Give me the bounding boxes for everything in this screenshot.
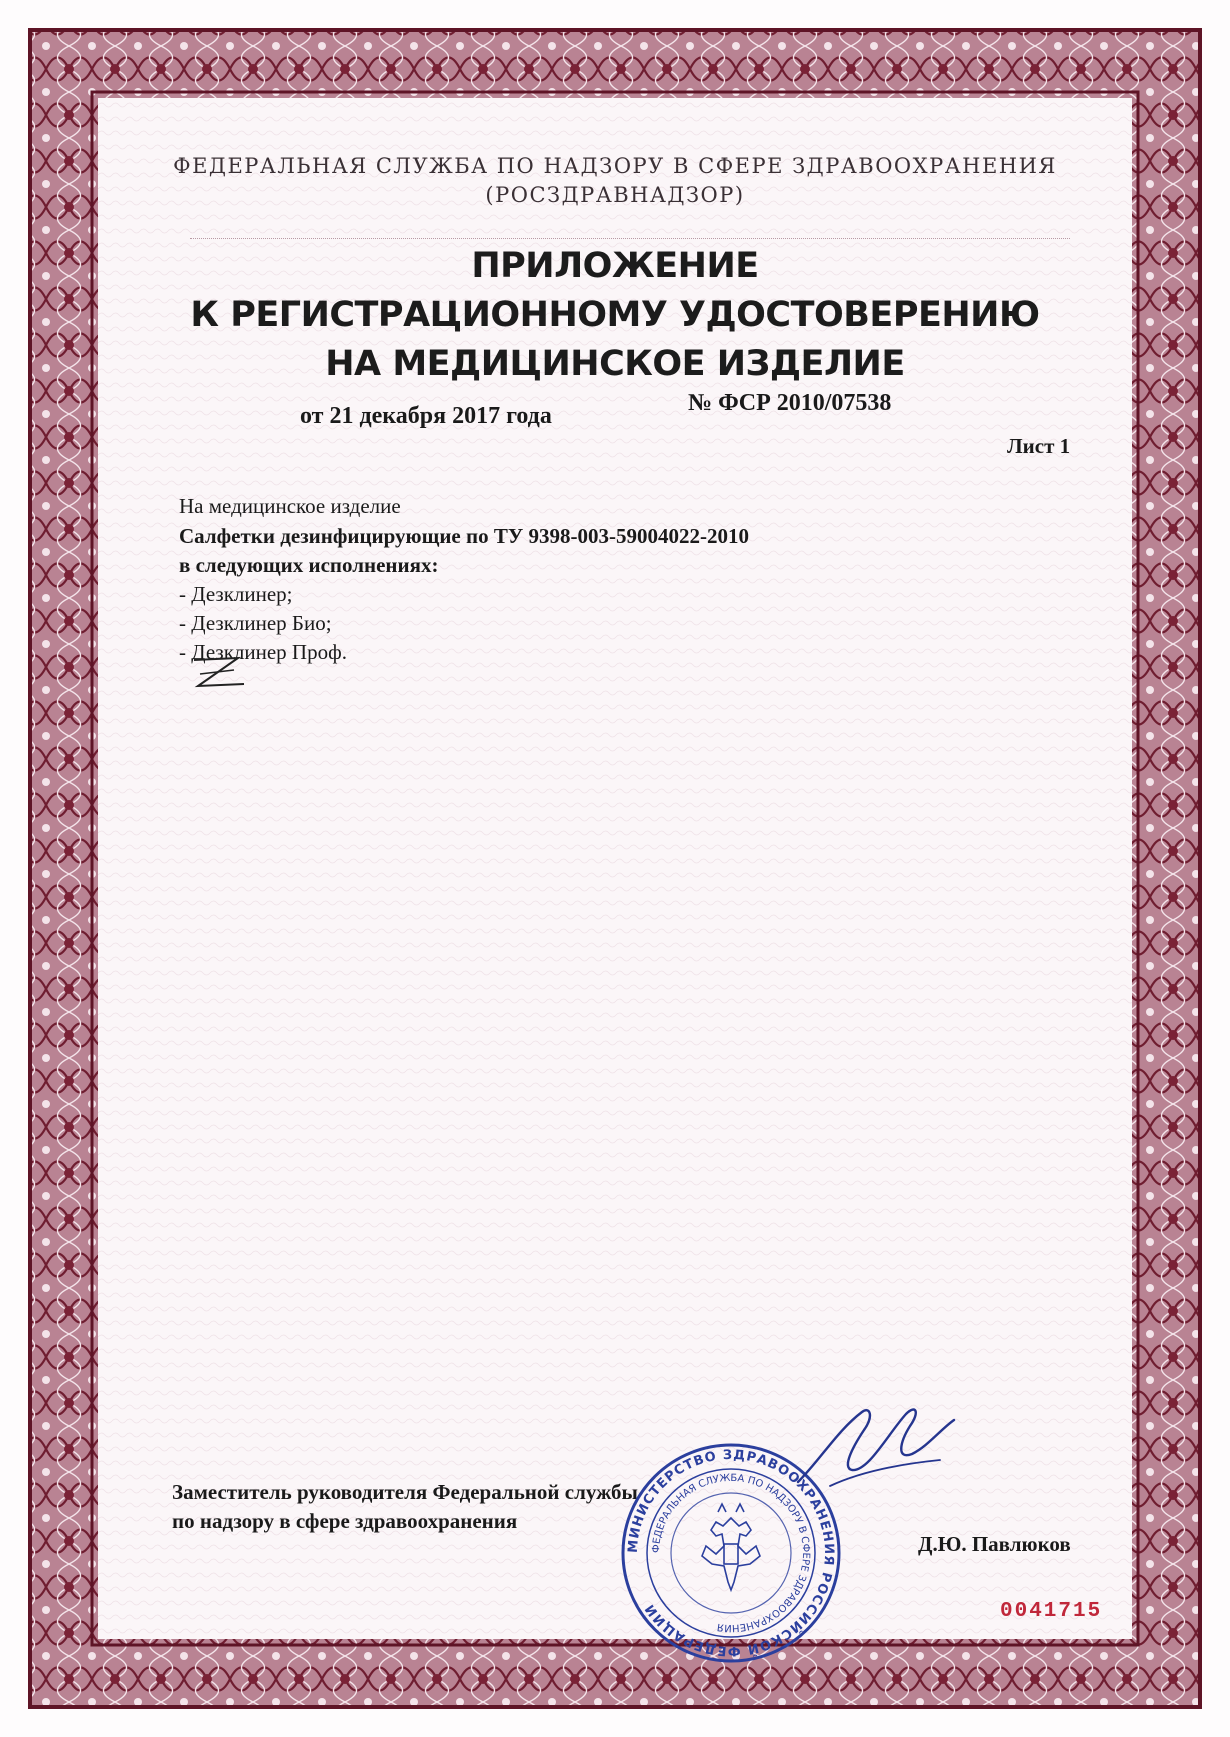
svg-text:ФЕДЕРАЛЬНАЯ СЛУЖБА ПО НАДЗОРУ: ФЕДЕРАЛЬНАЯ СЛУЖБА ПО НАДЗОРУ В СФЕРЕ ЗДРАВООХРАНЕНИЯ [650,1472,812,1634]
device-intro: На медицинское изделие [179,494,401,518]
sheet-number: Лист 1 [1007,434,1071,458]
closing-mark [190,654,250,694]
eagle-emblem-icon [702,1504,760,1590]
agency-name: ФЕДЕРАЛЬНАЯ СЛУЖБА ПО НАДЗОРУ В СФЕРЕ ЗДРАВООХРАНЕНИЯ [173,154,1057,178]
device-name: Салфетки дезинфицирующие по ТУ 9398-003-59004022-2010 [179,524,750,548]
document-title-line3: НА МЕДИЦИНСКОЕ ИЗДЕЛИЕ [325,344,905,384]
svg-text:МИНИСТЕРСТВО ЗДРАВООХРАНЕНИЯ Р: МИНИСТЕРСТВО ЗДРАВООХРАНЕНИЯ РОССИЙСКОЙ ФЕДЕРАЦИИ [625,1447,837,1659]
signatory-position: Заместитель руководителя Федеральной службы [172,1480,638,1504]
certificate-number: № ФСР 2010/07538 [688,390,892,416]
version-item: - Дезклинер Био; [179,611,332,635]
agency-abbreviation: (РОСЗДРАВНАДЗОР) [485,183,745,207]
handwritten-signature [790,1390,960,1500]
header-divider [190,238,1070,239]
signatory-name: Д.Ю. Павлюков [918,1532,1071,1556]
versions-label: в следующих исполнениях: [179,553,439,577]
signatory-position-line2: по надзору в сфере здравоохранения [172,1509,518,1533]
serial-number: 0041715 [1000,1600,1103,1623]
version-item: - Дезклинер; [179,582,293,606]
document-title: ПРИЛОЖЕНИЕ [471,246,759,286]
document-title-line2: К РЕГИСТРАЦИОННОМУ УДОСТОВЕРЕНИЮ [190,295,1040,335]
issue-date: от 21 декабря 2017 года [300,403,552,429]
version-item: - Дезклинер Проф. [179,640,347,664]
